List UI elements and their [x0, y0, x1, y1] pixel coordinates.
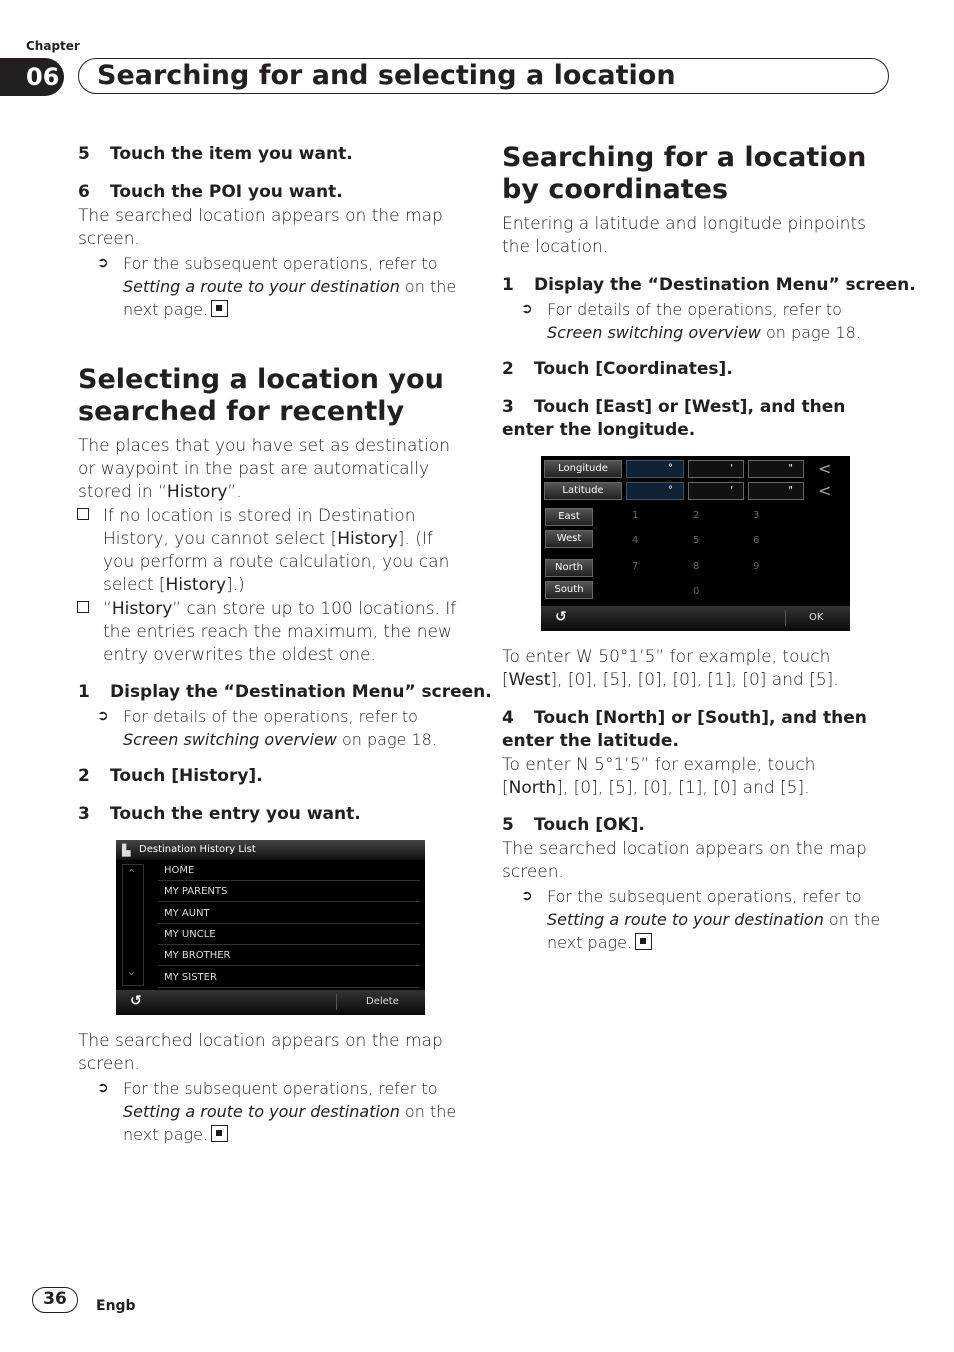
coordinates-intro: Entering a latitude and longitude pinpoints the location.	[502, 214, 866, 257]
south-button[interactable]: South	[545, 581, 593, 599]
history-entry[interactable]: MY AUNT	[158, 903, 420, 924]
ok-button[interactable]: OK	[809, 612, 824, 623]
history-entry[interactable]: MY PARENTS	[158, 881, 420, 902]
end-mark-icon	[211, 1125, 228, 1142]
recent-intro: The places that you have set as destination or waypoint in the past are automatically stored in “History”.	[78, 436, 451, 502]
coord-step-3-body: To enter W 50°1’5” for example, touch [West], [0], [5], [0], [0], [1], [0] and [5].	[502, 647, 839, 690]
end-mark-icon	[635, 933, 652, 950]
step-6-body: The searched location appears on the map screen.	[78, 206, 443, 249]
scroll-down-icon[interactable]: ⌄	[127, 965, 137, 978]
key-8[interactable]: 8	[693, 561, 700, 572]
after-history-note: ➲ For the subsequent operations, refer to Setting a route to your destination on the next page.	[97, 1079, 457, 1144]
delete-button[interactable]: Delete	[366, 996, 399, 1007]
longitude-minutes-field[interactable]: '	[688, 460, 744, 478]
key-3[interactable]: 3	[753, 510, 760, 521]
recent-step-2: 2 Touch [History].	[78, 766, 263, 786]
end-mark-icon	[211, 300, 228, 317]
coord-step-4-body: To enter N 5°1’5” for example, touch [North], [0], [5], [0], [1], [0] and [5].	[502, 755, 816, 798]
arrow-icon: ➲	[97, 1080, 109, 1096]
longitude-degrees-field[interactable]: °	[626, 460, 684, 478]
arrow-icon: ➲	[521, 301, 533, 317]
history-entry[interactable]: MY UNCLE	[158, 924, 420, 945]
key-1[interactable]: 1	[632, 510, 639, 521]
longitude-seconds-field[interactable]: "	[748, 460, 804, 478]
key-2[interactable]: 2	[693, 510, 700, 521]
latitude-seconds-field[interactable]: "	[748, 482, 804, 500]
latitude-degrees-field[interactable]: °	[626, 482, 684, 500]
coord-step-5-note: ➲ For the subsequent operations, refer to Setting a route to your destination on the next page.	[521, 887, 881, 952]
latitude-label[interactable]: Latitude	[544, 482, 622, 500]
page-number: 36	[32, 1287, 78, 1313]
key-0[interactable]: 0	[693, 586, 700, 597]
scroll-up-icon[interactable]: ⌃	[127, 867, 137, 880]
recent-step-1-note: ➲ For details of the operations, refer to Screen switching overview on page 18.	[97, 707, 437, 749]
folder-icon: ▙	[122, 844, 131, 857]
scrollbar[interactable]	[122, 864, 144, 986]
coord-step-1: 1 Display the “Destination Menu” screen.	[502, 275, 916, 295]
recent-step-1: 1 Display the “Destination Menu” screen.	[78, 682, 492, 702]
key-5[interactable]: 5	[693, 535, 700, 546]
north-button[interactable]: North	[545, 559, 593, 577]
coord-step-4: 4 Touch [North] or [South], and then enter the latitude.	[502, 708, 867, 751]
east-button[interactable]: East	[545, 508, 593, 526]
section-heading-coordinates: Searching for a location by coordinates	[502, 142, 867, 205]
step-6: 6 Touch the POI you want.	[78, 182, 343, 202]
arrow-icon: ➲	[97, 708, 109, 724]
coord-step-5-body: The searched location appears on the map screen.	[502, 839, 867, 882]
history-entry[interactable]: MY BROTHER	[158, 945, 420, 966]
bullet-no-location: If no location is stored in Destination History, you cannot select [History]. (If you perform a route calculation, you can select [History].)	[103, 505, 463, 597]
coord-step-2: 2 Touch [Coordinates].	[502, 359, 733, 379]
chapter-title: Searching for and selecting a location	[78, 58, 889, 94]
coord-bottom-bar	[541, 606, 850, 631]
backspace-icon[interactable]: <	[818, 459, 832, 478]
key-6[interactable]: 6	[753, 535, 760, 546]
key-9[interactable]: 9	[753, 561, 760, 572]
arrow-icon: ➲	[97, 255, 109, 271]
chapter-number: 06	[0, 58, 64, 96]
arrow-icon: ➲	[521, 888, 533, 904]
backspace-icon[interactable]: <	[818, 481, 832, 500]
history-entry[interactable]: MY SISTER	[158, 967, 420, 988]
latitude-minutes-field[interactable]: '	[688, 482, 744, 500]
longitude-label[interactable]: Longitude	[544, 460, 622, 478]
coord-step-1-note: ➲ For details of the operations, refer to Screen switching overview on page 18.	[521, 300, 861, 342]
language-code: Engb	[96, 1298, 136, 1314]
checkbox-bullet-icon	[77, 508, 89, 520]
history-entry[interactable]: HOME	[158, 860, 420, 881]
checkbox-bullet-icon	[77, 601, 89, 613]
back-icon[interactable]: ↺	[555, 609, 567, 625]
history-title: Destination History List	[139, 844, 256, 855]
after-history-body: The searched location appears on the map screen.	[78, 1031, 443, 1074]
recent-step-3: 3 Touch the entry you want.	[78, 804, 361, 824]
back-icon[interactable]: ↺	[130, 993, 142, 1009]
step-5: 5 Touch the item you want.	[78, 144, 353, 164]
chapter-label: Chapter	[26, 39, 80, 53]
coord-step-5: 5 Touch [OK].	[502, 815, 645, 835]
key-7[interactable]: 7	[632, 561, 639, 572]
step-6-note: ➲ For the subsequent operations, refer to Setting a route to your destination on the next page.	[97, 254, 457, 319]
bullet-history-limit: “History” can store up to 100 locations. If the entries reach the maximum, the new entry overwrites the oldest one.	[103, 598, 463, 667]
key-4[interactable]: 4	[632, 535, 639, 546]
section-heading-recent: Selecting a location you searched for recently	[78, 364, 444, 427]
west-button[interactable]: West	[545, 530, 593, 548]
history-bottom-bar	[116, 990, 425, 1015]
coord-step-3: 3 Touch [East] or [West], and then enter the longitude.	[502, 397, 846, 440]
